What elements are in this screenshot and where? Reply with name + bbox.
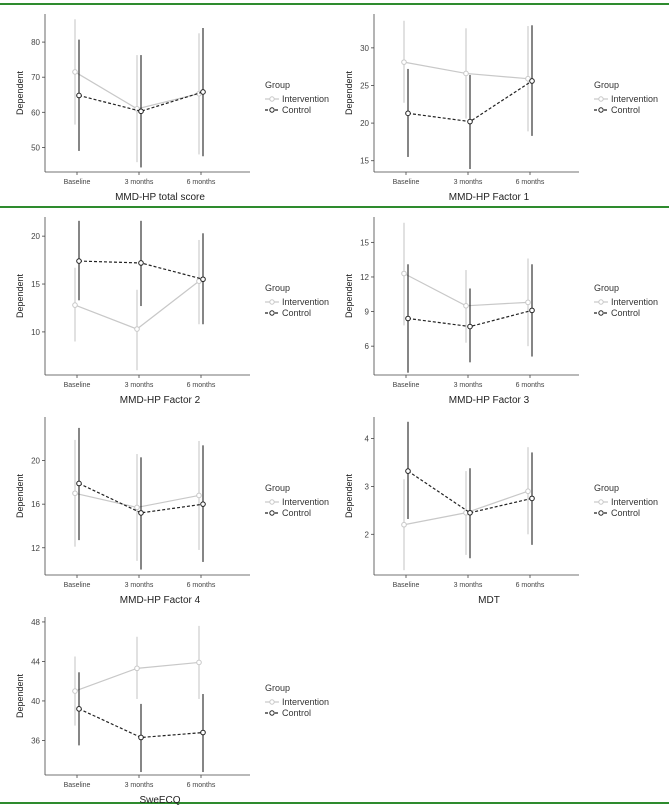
y-tick-label: 50 (31, 143, 40, 153)
top-rule (0, 3, 669, 5)
y-tick-label: 15 (31, 280, 40, 290)
chart-factor-4 (10, 415, 340, 610)
data-point (530, 79, 535, 84)
legend-entry (594, 496, 658, 507)
legend-key-marker (599, 510, 603, 514)
legend-key (265, 509, 279, 517)
x-tick-label: 3 months (124, 782, 154, 789)
x-tick-label: Baseline (392, 382, 420, 389)
legend-key-marker (270, 299, 274, 303)
data-point (77, 707, 82, 712)
legend-title: Group (594, 80, 620, 90)
legend-label: Control (282, 507, 312, 518)
chart-title: SweECQ (139, 795, 181, 806)
legend-entry (594, 296, 658, 307)
y-tick-label: 48 (31, 617, 40, 627)
legend-entry (594, 104, 658, 115)
legend-key-marker (599, 299, 603, 303)
y-axis-label: Dependent (344, 70, 354, 116)
legend-entry (265, 707, 329, 718)
legend (265, 683, 329, 718)
legend-key-marker (270, 710, 274, 714)
chart-title: MDT (478, 595, 500, 606)
legend-label: Control (282, 104, 312, 115)
chart-title: MMD-HP Factor 3 (448, 395, 530, 406)
x-tick-label: 6 months (186, 179, 216, 186)
y-tick-label: 36 (31, 736, 40, 746)
chart-title: MMD-HP Factor 4 (119, 595, 201, 606)
y-tick-label: 60 (31, 108, 40, 118)
legend-key-marker (270, 310, 274, 314)
legend-key-marker (270, 510, 274, 514)
data-point (139, 511, 144, 516)
y-tick-label: 9 (364, 307, 369, 317)
chart-factor-2 (10, 215, 340, 410)
data-point (406, 316, 411, 321)
legend (265, 80, 329, 115)
legend-label: Control (282, 307, 312, 318)
legend-title: Group (594, 483, 620, 493)
y-axis-label: Dependent (344, 473, 354, 519)
y-tick-label: 80 (31, 38, 40, 48)
legend-label: Intervention (282, 696, 330, 707)
x-tick-label: 3 months (453, 179, 483, 186)
y-tick-label: 70 (31, 73, 40, 83)
x-tick-label: Baseline (63, 782, 91, 789)
legend-key-marker (599, 107, 603, 111)
y-tick-label: 12 (360, 272, 369, 282)
x-tick-label: 3 months (453, 382, 483, 389)
legend-label: Intervention (282, 296, 330, 307)
legend-label: Intervention (611, 496, 659, 507)
data-point (73, 689, 78, 694)
legend-title: Group (265, 683, 291, 693)
data-point (468, 510, 473, 515)
data-point (201, 730, 206, 735)
legend-label: Control (611, 507, 641, 518)
y-tick-label: 20 (360, 119, 369, 129)
legend-entry (265, 296, 329, 307)
data-point (530, 308, 535, 313)
y-axis-label: Dependent (15, 70, 25, 116)
x-tick-label: 6 months (515, 179, 545, 186)
data-point (468, 119, 473, 124)
legend-key-marker (270, 499, 274, 503)
legend-entry (265, 696, 329, 707)
x-tick-label: Baseline (392, 179, 420, 186)
legend-label: Intervention (611, 93, 659, 104)
data-point (402, 522, 407, 527)
legend (265, 283, 329, 318)
legend-key (265, 298, 279, 306)
x-tick-label: Baseline (63, 179, 91, 186)
legend-entry (594, 307, 658, 318)
y-tick-label: 10 (31, 327, 40, 337)
data-point (197, 493, 202, 498)
y-tick-label: 15 (360, 156, 369, 166)
data-point (201, 502, 206, 507)
data-point (530, 496, 535, 501)
legend-key (594, 106, 608, 114)
y-tick-label: 20 (31, 232, 40, 242)
legend-key-marker (270, 96, 274, 100)
data-point (135, 327, 140, 332)
data-point (77, 481, 82, 486)
legend-key (594, 95, 608, 103)
legend-key (265, 498, 279, 506)
y-axis-label: Dependent (15, 273, 25, 319)
legend-entry (265, 307, 329, 318)
legend-entry (265, 104, 329, 115)
data-point (464, 71, 469, 76)
legend-key (594, 309, 608, 317)
legend-key-marker (270, 107, 274, 111)
y-tick-label: 30 (360, 43, 369, 53)
chart-factor-3 (339, 215, 669, 410)
data-point (526, 300, 531, 305)
legend-key (265, 698, 279, 706)
x-tick-label: 6 months (186, 582, 216, 589)
x-tick-label: 3 months (124, 179, 154, 186)
x-tick-label: 6 months (515, 382, 545, 389)
legend-key-marker (599, 96, 603, 100)
legend-title: Group (265, 283, 291, 293)
x-tick-label: Baseline (63, 382, 91, 389)
legend-key-marker (599, 499, 603, 503)
legend-label: Intervention (282, 496, 330, 507)
x-tick-label: 6 months (515, 582, 545, 589)
legend (594, 283, 658, 318)
legend-key (594, 498, 608, 506)
legend (594, 483, 658, 518)
legend-label: Control (611, 104, 641, 115)
data-point (526, 489, 531, 494)
legend-title: Group (594, 283, 620, 293)
data-point (468, 324, 473, 329)
legend-title: Group (265, 80, 291, 90)
legend-label: Intervention (611, 296, 659, 307)
data-point (73, 491, 78, 496)
chart-title: MMD-HP Factor 2 (119, 395, 201, 406)
x-tick-label: 6 months (186, 382, 216, 389)
y-tick-label: 40 (31, 696, 40, 706)
x-tick-label: Baseline (392, 582, 420, 589)
chart-total-score (10, 12, 340, 207)
data-point (139, 109, 144, 114)
data-point (406, 111, 411, 116)
y-tick-label: 2 (364, 530, 369, 540)
legend-key (265, 95, 279, 103)
x-tick-label: 3 months (124, 582, 154, 589)
legend-key (594, 509, 608, 517)
y-tick-label: 6 (364, 342, 369, 352)
data-point (77, 93, 82, 98)
data-point (73, 303, 78, 308)
legend (265, 483, 329, 518)
y-tick-label: 3 (364, 482, 369, 492)
chart-mdt (339, 415, 669, 610)
chart-sweecq (10, 615, 340, 810)
x-tick-label: 3 months (453, 582, 483, 589)
legend-key (265, 106, 279, 114)
legend-key (265, 309, 279, 317)
data-point (135, 505, 140, 510)
legend-entry (265, 93, 329, 104)
legend-title: Group (265, 483, 291, 493)
data-point (135, 666, 140, 671)
legend-entry (265, 496, 329, 507)
data-point (139, 261, 144, 266)
x-tick-label: 3 months (124, 382, 154, 389)
data-point (77, 259, 82, 264)
y-tick-label: 15 (360, 238, 369, 248)
legend-key (265, 709, 279, 717)
x-tick-label: 6 months (186, 782, 216, 789)
legend-entry (594, 507, 658, 518)
data-point (201, 277, 206, 282)
legend-entry (265, 507, 329, 518)
data-point (402, 271, 407, 276)
data-point (139, 735, 144, 740)
legend-key (594, 298, 608, 306)
chart-title: MMD-HP Factor 1 (448, 192, 530, 203)
y-tick-label: 16 (31, 500, 40, 510)
legend (594, 80, 658, 115)
chart-title: MMD-HP total score (115, 192, 205, 203)
data-point (197, 660, 202, 665)
y-tick-label: 20 (31, 456, 40, 466)
legend-key-marker (270, 699, 274, 703)
chart-factor-1 (339, 12, 669, 207)
y-tick-label: 12 (31, 543, 40, 553)
legend-key-marker (599, 310, 603, 314)
legend-entry (594, 93, 658, 104)
legend-label: Intervention (282, 93, 330, 104)
y-tick-label: 4 (364, 434, 369, 444)
y-tick-label: 44 (31, 657, 40, 667)
data-point (201, 90, 206, 95)
data-point (406, 469, 411, 474)
data-point (464, 304, 469, 309)
y-axis-label: Dependent (344, 273, 354, 319)
data-point (402, 60, 407, 65)
y-axis-label: Dependent (15, 473, 25, 519)
legend-label: Control (611, 307, 641, 318)
data-point (73, 70, 78, 75)
y-tick-label: 25 (360, 81, 369, 91)
legend-label: Control (282, 707, 312, 718)
x-tick-label: Baseline (63, 582, 91, 589)
y-axis-label: Dependent (15, 673, 25, 719)
